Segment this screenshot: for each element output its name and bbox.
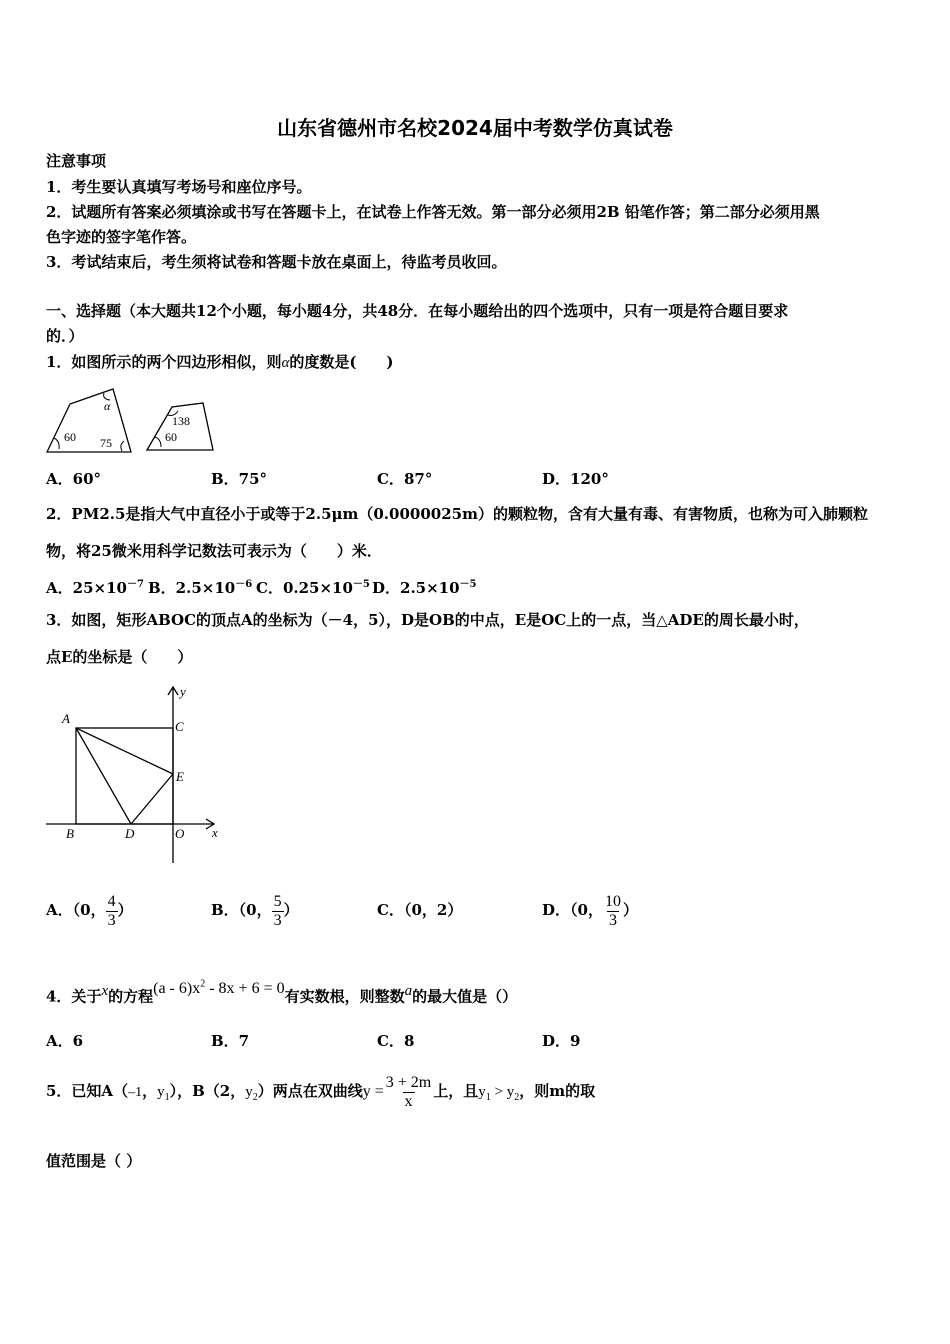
notice-item: 3．考试结束后，考生须将试卷和答题卡放在桌面上，待监考员收回。 [46, 253, 507, 271]
segment-AE [76, 728, 173, 774]
fraction-denominator: x [404, 1092, 413, 1110]
q5-cmp-b-sub: 2 [514, 1092, 520, 1103]
label-alpha: α [104, 399, 111, 413]
q4-option-a: A．6 [46, 1032, 84, 1050]
fraction-numerator: 3 + 2m [385, 1073, 432, 1091]
q5-cmp-a-sub: 1 [485, 1092, 491, 1103]
label-B: B [66, 826, 74, 841]
q1-alpha: α [281, 355, 290, 371]
section-heading-cont: 的．） [46, 327, 84, 345]
q3-option-b-label: B．（0， [211, 901, 272, 919]
q4-option-c: C．8 [377, 1032, 415, 1050]
q3-option-d [542, 888, 638, 932]
q2-option-d-base: D．2.5×10 [372, 579, 460, 597]
q1-option-d: D．120° [542, 470, 609, 488]
q3-option-b-close: ） [283, 901, 299, 919]
q5-p1y [157, 1084, 170, 1103]
label-D: D [125, 826, 135, 841]
q3-option-d-close: ） [622, 901, 638, 919]
q2-option-c [256, 576, 370, 597]
arc-60-left [54, 438, 59, 449]
q5-eq-lhs: y = [362, 1083, 384, 1100]
q5-cmp-b: y [506, 1084, 515, 1100]
arc-75 [121, 441, 124, 451]
q3-option-c-label: C．（0，2） [377, 901, 463, 919]
q5-end: ，则m的取 [519, 1082, 596, 1100]
q3-option-a-close: ） [117, 901, 133, 919]
q5-comparison [478, 1084, 520, 1103]
q1-figure [44, 385, 219, 455]
q3-option-d-label: D．（0， [542, 901, 603, 919]
notice-heading: 注意事项 [46, 152, 107, 170]
notice-item: 1．考生要认真填写考场号和座位序号。 [46, 178, 312, 196]
q2-option-c-exp: －5 [352, 579, 370, 590]
q4-eq-a: (a - 6)x [153, 980, 201, 998]
fraction-numerator: 4 [107, 892, 116, 910]
fraction-denominator: 3 [273, 911, 282, 929]
q1-option-c: C．87° [377, 470, 433, 488]
q2-option-d-exp: －5 [459, 579, 477, 590]
quadrilateral-left [47, 389, 131, 452]
q5-equation-fraction [384, 1074, 433, 1111]
fraction-numerator: 5 [273, 892, 282, 910]
q2-option-c-base: C．0.25×10 [256, 579, 353, 597]
section-heading: 一、选择题（本大题共12个小题，每小题4分，共48分．在每小题给出的四个选项中，只有一项是符合题目要求 [46, 302, 789, 320]
q4-end: 的最大值是（） [412, 987, 518, 1006]
q2-option-b-base: B．2.5×10 [148, 579, 236, 597]
label-C: C [175, 719, 184, 734]
question-2-stem: 2．PM2.5是指大气中直径小于或等于2.5μm（0.0000025m）的颗粒物，含有大量有毒、有害物质，也称为可入肺颗粒 [46, 505, 868, 523]
q4-pre: 4．关于 [46, 987, 102, 1006]
q4-eq-square: 2 [200, 979, 206, 990]
q5-pre: 5．已知A（ [46, 1082, 129, 1100]
q4-option-d: D．9 [542, 1032, 581, 1050]
label-60-right: 60 [165, 430, 177, 444]
label-138: 138 [172, 414, 190, 428]
q4-equation [153, 980, 284, 997]
q2-option-d [372, 576, 477, 597]
label-60-left: 60 [64, 430, 76, 444]
fraction-denominator: 3 [608, 911, 617, 929]
question-3-stem: 3．如图，矩形ABOC的顶点A的坐标为（－4，5），D是OB的中点，E是OC上的一点，当△ADE的周长最小时， [46, 611, 809, 629]
q4-eq-b: - 8x + 6 = 0 [205, 980, 285, 998]
q2-option-a-exp: －7 [126, 579, 144, 590]
q1-stem-b: 的度数是( ) [289, 353, 394, 371]
q5-comma: ， [142, 1082, 158, 1100]
q1-option-b: B．75° [211, 470, 268, 488]
question-3-stem-cont: 点E的坐标是（ ） [46, 648, 193, 666]
q3-figure [44, 683, 229, 868]
question-4-stem [46, 979, 518, 1006]
q4-x: x [101, 983, 109, 1000]
q5-mid2: ）两点在双曲线 [257, 1082, 363, 1100]
segment-AD [76, 728, 131, 824]
q4-option-b: B．7 [211, 1032, 250, 1050]
q5-post: 上，且 [433, 1082, 479, 1100]
q1-stem-a: 1．如图所示的两个四边形相似，则 [46, 353, 282, 371]
q3-option-a-fraction [106, 893, 118, 930]
q3-option-d-fraction [603, 893, 623, 930]
notice-item: 色字迹的签字笔作答。 [46, 228, 197, 246]
q3-option-a-label: A．（0， [46, 901, 106, 919]
q2-option-a-base: A．25×10 [46, 579, 127, 597]
q2-option-b [148, 576, 252, 597]
q5-p1y-sub: 1 [164, 1092, 170, 1103]
q4-post: 有实数根，则整数 [284, 987, 405, 1006]
q4-mid: 的方程 [108, 987, 154, 1006]
arc-60-right [155, 437, 161, 447]
label-E: E [176, 769, 184, 784]
q5-p2y [245, 1084, 258, 1103]
q5-mid: ），B（2， [169, 1082, 246, 1100]
label-O: O [175, 826, 185, 841]
q2-option-b-exp: －6 [235, 579, 253, 590]
label-x: x [212, 825, 218, 840]
label-y: y [180, 684, 186, 699]
q1-option-a: A．60° [46, 470, 102, 488]
q3-option-c [377, 888, 462, 932]
segment-DE [131, 774, 173, 824]
q3-option-a [46, 888, 133, 932]
q5-cmp-op: > [490, 1084, 507, 1100]
q5-cmp-a: y [478, 1084, 486, 1100]
question-2-stem-cont: 物，将25微米用科学记数法可表示为（ ）米． [46, 542, 382, 560]
label-75: 75 [100, 436, 112, 450]
notice-item: 2．试题所有答案必须填涂或书写在答题卡上，在试卷上作答无效。第一部分必须用2B 铅笔作答；第二部分必须用黑 [46, 203, 820, 221]
q3-option-b-fraction [272, 893, 284, 930]
q5-p1y-var: y [157, 1084, 165, 1100]
q5-p1x: –1 [128, 1085, 143, 1100]
label-A: A [62, 711, 70, 726]
q3-option-b [211, 888, 299, 932]
question-1-stem [46, 353, 394, 372]
question-5-stem [46, 1068, 595, 1114]
fraction-numerator: 10 [604, 892, 621, 910]
q5-p2y-var: y [245, 1084, 253, 1100]
page-title: 山东省德州市名校2024届中考数学仿真试卷 [277, 116, 673, 140]
q5-p2y-sub: 2 [252, 1092, 258, 1103]
rectangle-ABOC [76, 728, 173, 824]
q2-option-a [46, 576, 144, 597]
fraction-denominator: 3 [107, 911, 116, 929]
question-5-stem-cont: 值范围是（ ） [46, 1152, 142, 1170]
q4-a: a [404, 983, 413, 1000]
